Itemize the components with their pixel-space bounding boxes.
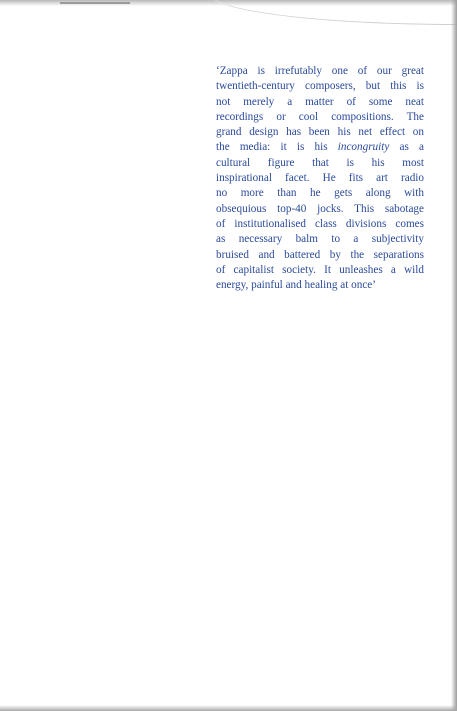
quote-line: grand design has been his net effect on [216, 126, 424, 139]
scan-curl [210, 0, 457, 25]
quote-line: obsequious top-40 jocks. This sabotage [216, 202, 424, 215]
scan-mark [60, 2, 130, 4]
quote-line: recordings or cool compositions. The [216, 110, 424, 123]
quote-line: twentieth-century composers, but this is [216, 80, 424, 93]
quote-line: as necessary balm to a subjectivity [216, 233, 424, 246]
scan-edge-bottom [0, 705, 457, 711]
scan-edge-right [451, 0, 457, 711]
quote-line: no more than he gets along with [216, 187, 424, 200]
quote-line: bruised and battered by the separations [216, 248, 424, 261]
quote-line: not merely a matter of some neat [216, 95, 424, 108]
quote-line: ‘Zappa is irrefutably one of our great [216, 65, 424, 77]
quote-fragment: as a [389, 141, 424, 154]
quote-line: energy, painful and healing at once’ [216, 279, 376, 292]
quote-line [216, 140, 424, 155]
quote-line: of institutionalised class divisions comes [216, 217, 424, 230]
quote-line: cultural figure that is his most [216, 156, 424, 169]
cover-quote [216, 64, 424, 293]
quote-emphasis: incongruity [337, 141, 390, 154]
quote-line: of capitalist society. It unleashes a wild [216, 263, 424, 276]
quote-fragment: the media: it is his [216, 141, 338, 154]
quote-line: inspirational facet. He fits art radio [216, 172, 424, 185]
